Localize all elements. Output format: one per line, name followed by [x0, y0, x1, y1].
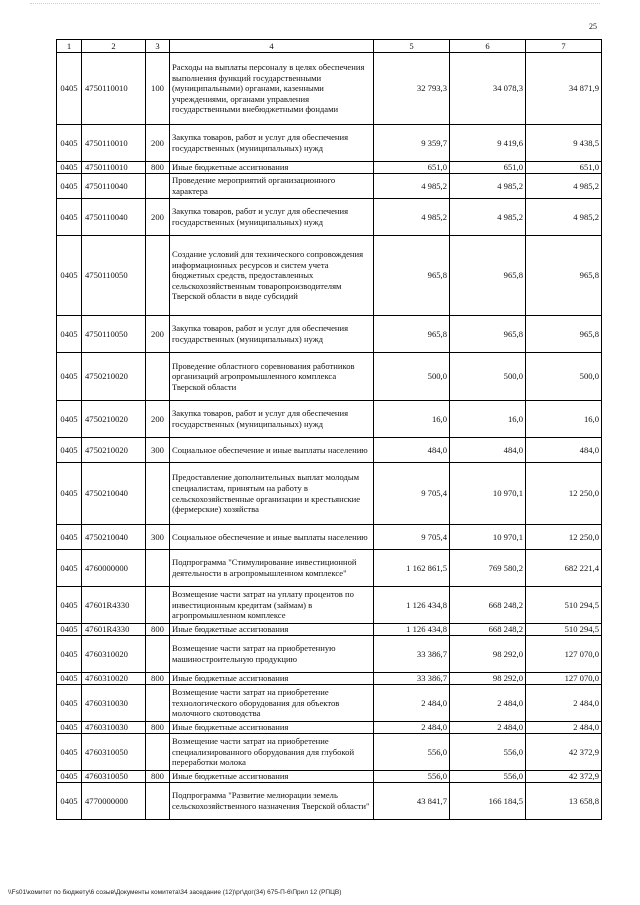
amount-year1-cell: 43 841,7 — [374, 783, 450, 820]
amount-year1-cell: 651,0 — [374, 162, 450, 174]
section-code-cell: 0405 — [57, 624, 82, 636]
description-cell: Иные бюджетные ассигнования — [170, 162, 374, 174]
amount-year1-cell: 1 162 861,5 — [374, 550, 450, 587]
amount-year3-cell: 127 070,0 — [526, 636, 602, 673]
target-article-cell: 4750210020 — [82, 401, 146, 438]
target-article-cell: 4750210040 — [82, 525, 146, 550]
amount-year1-cell: 965,8 — [374, 316, 450, 353]
amount-year2-cell: 769 580,2 — [450, 550, 526, 587]
description-cell: Закупка товаров, работ и услуг для обеспечения государственных (муниципальных) нужд — [170, 199, 374, 236]
table-row — [57, 236, 602, 316]
section-code-cell: 0405 — [57, 636, 82, 673]
amount-year3-cell: 42 372,9 — [526, 771, 602, 783]
description-cell: Закупка товаров, работ и услуг для обеспечения государственных (муниципальных) нужд — [170, 316, 374, 353]
table-row — [57, 525, 602, 550]
table-row — [57, 53, 602, 125]
table-row — [57, 771, 602, 783]
table-row — [57, 401, 602, 438]
amount-year1-cell: 556,0 — [374, 734, 450, 771]
section-code-cell: 0405 — [57, 463, 82, 525]
budget-table — [56, 39, 602, 820]
amount-year2-cell: 98 292,0 — [450, 636, 526, 673]
section-code-cell: 0405 — [57, 722, 82, 734]
amount-year2-cell: 9 419,6 — [450, 125, 526, 162]
table-row — [57, 162, 602, 174]
amount-year3-cell: 2 484,0 — [526, 722, 602, 734]
expense-type-cell: 800 — [146, 722, 170, 734]
table-row — [57, 316, 602, 353]
top-edge-line — [30, 3, 600, 5]
amount-year1-cell: 500,0 — [374, 353, 450, 401]
column-header: 6 — [450, 40, 526, 53]
table-row — [57, 685, 602, 722]
amount-year1-cell: 9 359,7 — [374, 125, 450, 162]
section-code-cell: 0405 — [57, 525, 82, 550]
amount-year2-cell: 556,0 — [450, 771, 526, 783]
target-article-cell: 4770000000 — [82, 783, 146, 820]
amount-year2-cell: 668 248,2 — [450, 587, 526, 624]
description-cell: Социальное обеспечение и иные выплаты населению — [170, 438, 374, 463]
amount-year1-cell: 484,0 — [374, 438, 450, 463]
amount-year1-cell: 33 386,7 — [374, 636, 450, 673]
amount-year3-cell: 16,0 — [526, 401, 602, 438]
amount-year3-cell: 4 985,2 — [526, 174, 602, 199]
description-cell: Закупка товаров, работ и услуг для обеспечения государственных (муниципальных) нужд — [170, 125, 374, 162]
table-row — [57, 199, 602, 236]
expense-type-cell — [146, 463, 170, 525]
target-article-cell: 47601R4330 — [82, 587, 146, 624]
amount-year3-cell: 965,8 — [526, 236, 602, 316]
amount-year1-cell: 33 386,7 — [374, 673, 450, 685]
expense-type-cell — [146, 236, 170, 316]
target-article-cell: 4760310050 — [82, 771, 146, 783]
column-header: 4 — [170, 40, 374, 53]
column-header: 5 — [374, 40, 450, 53]
amount-year3-cell: 13 658,8 — [526, 783, 602, 820]
amount-year3-cell: 510 294,5 — [526, 624, 602, 636]
amount-year2-cell: 4 985,2 — [450, 199, 526, 236]
amount-year1-cell: 9 705,4 — [374, 525, 450, 550]
amount-year2-cell: 98 292,0 — [450, 673, 526, 685]
header-row — [57, 40, 602, 53]
amount-year2-cell: 651,0 — [450, 162, 526, 174]
description-cell: Возмещение части затрат на приобретение специализированного оборудования для глубокой переработки молока — [170, 734, 374, 771]
section-code-cell: 0405 — [57, 673, 82, 685]
table-row — [57, 722, 602, 734]
target-article-cell: 4750110040 — [82, 199, 146, 236]
description-cell: Иные бюджетные ассигнования — [170, 673, 374, 685]
amount-year3-cell: 12 250,0 — [526, 525, 602, 550]
expense-type-cell: 200 — [146, 125, 170, 162]
target-article-cell: 4750110050 — [82, 236, 146, 316]
expense-type-cell — [146, 550, 170, 587]
description-cell: Возмещение части затрат на уплату процентов по инвестиционным кредитам (займам) в агропромышленном комплексе — [170, 587, 374, 624]
target-article-cell: 4760310020 — [82, 673, 146, 685]
column-header: 3 — [146, 40, 170, 53]
target-article-cell: 4750110040 — [82, 174, 146, 199]
amount-year3-cell: 4 985,2 — [526, 199, 602, 236]
description-cell: Иные бюджетные ассигнования — [170, 722, 374, 734]
section-code-cell: 0405 — [57, 174, 82, 199]
table-row — [57, 463, 602, 525]
table-row — [57, 550, 602, 587]
amount-year1-cell: 556,0 — [374, 771, 450, 783]
description-cell: Иные бюджетные ассигнования — [170, 771, 374, 783]
amount-year1-cell: 4 985,2 — [374, 199, 450, 236]
target-article-cell: 4760310030 — [82, 722, 146, 734]
description-cell: Проведение мероприятий организационного характера — [170, 174, 374, 199]
table-row — [57, 587, 602, 624]
amount-year2-cell: 556,0 — [450, 734, 526, 771]
table-row — [57, 673, 602, 685]
table-row — [57, 734, 602, 771]
section-code-cell: 0405 — [57, 316, 82, 353]
description-cell: Предоставление дополнительных выплат молодым специалистам, принятым на работу в сельскохозяйственные организации и крестьянские (фермерские) хозяйства — [170, 463, 374, 525]
target-article-cell: 4750210040 — [82, 463, 146, 525]
target-article-cell: 4750110010 — [82, 125, 146, 162]
expense-type-cell: 100 — [146, 53, 170, 125]
amount-year3-cell: 500,0 — [526, 353, 602, 401]
target-article-cell: 4750210020 — [82, 353, 146, 401]
amount-year2-cell: 34 078,3 — [450, 53, 526, 125]
amount-year1-cell: 32 793,3 — [374, 53, 450, 125]
page-number: 25 — [589, 22, 597, 31]
amount-year3-cell: 2 484,0 — [526, 685, 602, 722]
amount-year3-cell: 484,0 — [526, 438, 602, 463]
amount-year2-cell: 166 184,5 — [450, 783, 526, 820]
expense-type-cell: 800 — [146, 673, 170, 685]
section-code-cell: 0405 — [57, 587, 82, 624]
description-cell: Иные бюджетные ассигнования — [170, 624, 374, 636]
amount-year3-cell: 682 221,4 — [526, 550, 602, 587]
table-row — [57, 438, 602, 463]
amount-year1-cell: 2 484,0 — [374, 685, 450, 722]
amount-year2-cell: 965,8 — [450, 316, 526, 353]
section-code-cell: 0405 — [57, 353, 82, 401]
amount-year1-cell: 9 705,4 — [374, 463, 450, 525]
target-article-cell: 4760310030 — [82, 685, 146, 722]
amount-year2-cell: 2 484,0 — [450, 722, 526, 734]
target-article-cell: 4760000000 — [82, 550, 146, 587]
expense-type-cell — [146, 353, 170, 401]
description-cell: Закупка товаров, работ и услуг для обеспечения государственных (муниципальных) нужд — [170, 401, 374, 438]
file-path-footer: \\Fs01\комитет по бюджету\6 созыв\Документы комитета\34 заседание (12)\рг\дог(34) 675-П-6\Прил 12 (РПЦВ) — [8, 889, 342, 896]
amount-year2-cell: 484,0 — [450, 438, 526, 463]
section-code-cell: 0405 — [57, 734, 82, 771]
amount-year2-cell: 4 985,2 — [450, 174, 526, 199]
description-cell: Возмещение части затрат на приобретенную машиностроительную продукцию — [170, 636, 374, 673]
section-code-cell: 0405 — [57, 162, 82, 174]
expense-type-cell — [146, 636, 170, 673]
amount-year2-cell: 10 970,1 — [450, 525, 526, 550]
column-header: 2 — [82, 40, 146, 53]
amount-year3-cell: 965,8 — [526, 316, 602, 353]
amount-year2-cell: 10 970,1 — [450, 463, 526, 525]
amount-year2-cell: 965,8 — [450, 236, 526, 316]
target-article-cell: 4760310050 — [82, 734, 146, 771]
amount-year1-cell: 1 126 434,8 — [374, 624, 450, 636]
amount-year3-cell: 42 372,9 — [526, 734, 602, 771]
section-code-cell: 0405 — [57, 236, 82, 316]
section-code-cell: 0405 — [57, 401, 82, 438]
expense-type-cell: 300 — [146, 438, 170, 463]
expense-type-cell: 800 — [146, 624, 170, 636]
section-code-cell: 0405 — [57, 438, 82, 463]
amount-year2-cell: 2 484,0 — [450, 685, 526, 722]
amount-year1-cell: 2 484,0 — [374, 722, 450, 734]
amount-year3-cell: 651,0 — [526, 162, 602, 174]
expense-type-cell: 800 — [146, 162, 170, 174]
section-code-cell: 0405 — [57, 685, 82, 722]
amount-year2-cell: 668 248,2 — [450, 624, 526, 636]
amount-year2-cell: 16,0 — [450, 401, 526, 438]
expense-type-cell — [146, 587, 170, 624]
expense-type-cell — [146, 783, 170, 820]
amount-year1-cell: 16,0 — [374, 401, 450, 438]
expense-type-cell — [146, 174, 170, 199]
target-article-cell: 47601R4330 — [82, 624, 146, 636]
description-cell: Создание условий для технического сопровождения информационных ресурсов и систем учета бюджетных средств, предоставленных сельскохозяйственным товаропроизводителям Тверской области в виде субсидий — [170, 236, 374, 316]
target-article-cell: 4750110050 — [82, 316, 146, 353]
column-header: 7 — [526, 40, 602, 53]
target-article-cell: 4750210020 — [82, 438, 146, 463]
amount-year3-cell: 9 438,5 — [526, 125, 602, 162]
amount-year3-cell: 510 294,5 — [526, 587, 602, 624]
description-cell: Расходы на выплаты персоналу в целях обеспечения выполнения функций государственными (муниципальными) органами, казенными учреждениями, органами управления государственными внебюджетными фондами — [170, 53, 374, 125]
expense-type-cell: 200 — [146, 316, 170, 353]
target-article-cell: 4760310020 — [82, 636, 146, 673]
amount-year1-cell: 1 126 434,8 — [374, 587, 450, 624]
expense-type-cell: 300 — [146, 525, 170, 550]
section-code-cell: 0405 — [57, 125, 82, 162]
column-header: 1 — [57, 40, 82, 53]
description-cell: Проведение областного соревнования работников организаций агропромышленного комплекса Тверской области — [170, 353, 374, 401]
amount-year3-cell: 34 871,9 — [526, 53, 602, 125]
table-row — [57, 783, 602, 820]
table-row — [57, 624, 602, 636]
target-article-cell: 4750110010 — [82, 53, 146, 125]
amount-year2-cell: 500,0 — [450, 353, 526, 401]
amount-year1-cell: 4 985,2 — [374, 174, 450, 199]
expense-type-cell: 200 — [146, 199, 170, 236]
expense-type-cell — [146, 685, 170, 722]
section-code-cell: 0405 — [57, 771, 82, 783]
expense-type-cell: 800 — [146, 771, 170, 783]
table-row — [57, 174, 602, 199]
description-cell: Социальное обеспечение и иные выплаты населению — [170, 525, 374, 550]
table-row — [57, 125, 602, 162]
amount-year3-cell: 127 070,0 — [526, 673, 602, 685]
description-cell: Подпрограмма "Стимулирование инвестиционной деятельности в агропромышленном комплексе" — [170, 550, 374, 587]
section-code-cell: 0405 — [57, 550, 82, 587]
table-row — [57, 353, 602, 401]
target-article-cell: 4750110010 — [82, 162, 146, 174]
amount-year3-cell: 12 250,0 — [526, 463, 602, 525]
section-code-cell: 0405 — [57, 783, 82, 820]
description-cell: Подпрограмма "Развитие мелиорации земель сельскохозяйственного назначения Тверской области" — [170, 783, 374, 820]
amount-year1-cell: 965,8 — [374, 236, 450, 316]
expense-type-cell — [146, 734, 170, 771]
section-code-cell: 0405 — [57, 199, 82, 236]
description-cell: Возмещение части затрат на приобретение технологического оборудования для объектов молочного скотоводства — [170, 685, 374, 722]
expense-type-cell: 200 — [146, 401, 170, 438]
table-row — [57, 636, 602, 673]
section-code-cell: 0405 — [57, 53, 82, 125]
